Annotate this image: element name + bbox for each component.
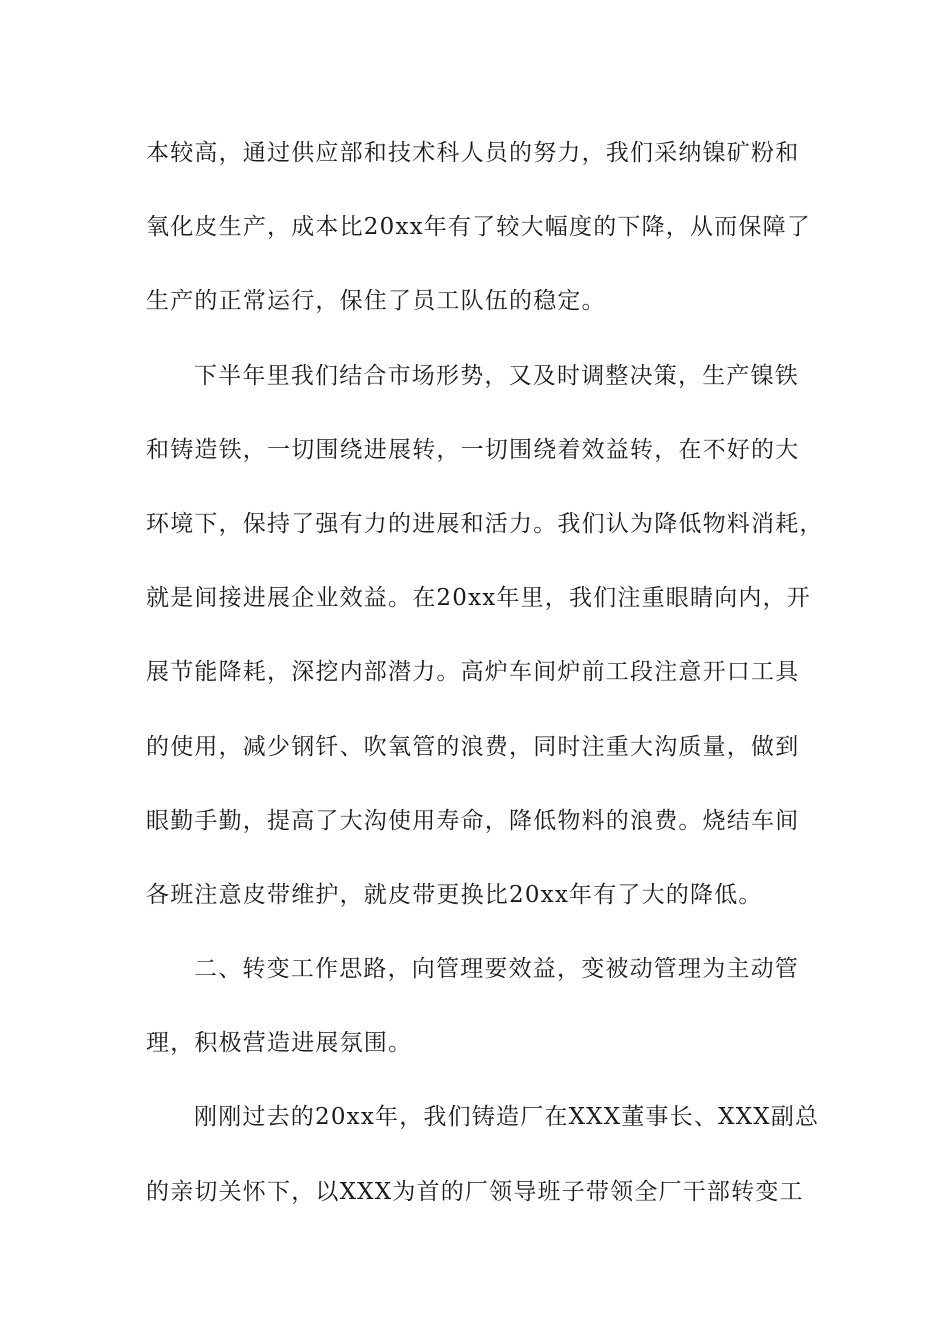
text-line: 环境下，保持了强有力的进展和活力。我们认为降低物料消耗， xyxy=(146,510,824,537)
paragraph-first-line: 刚刚过去的20xx年，我们铸造厂在XXX董事长、XXX副总 xyxy=(194,1104,820,1131)
paragraph-first-line: 下半年里我们结合市场形势，又及时调整决策，生产镍铁 xyxy=(194,362,799,389)
text-line: 本较高，通过供应部和技术科人员的努力，我们采纳镍矿粉和 xyxy=(146,140,800,166)
text-line: 理，积极营造进展氛围。 xyxy=(146,1030,413,1057)
text-line: 的使用，减少钢钎、吹氧管的浪费，同时注重大沟质量，做到 xyxy=(146,733,800,760)
text-line: 各班注意皮带维护，就皮带更换比20xx年有了大的降低。 xyxy=(146,881,763,908)
text-line: 就是间接进展企业效益。在20xx年里，我们注重眼睛向内，开 xyxy=(146,585,812,612)
text-line: 眼勤手勤，提高了大沟使用寿命，降低物料的浪费。烧结车间 xyxy=(146,807,800,834)
text-line: 氧化皮生产，成本比20xx年有了较大幅度的下降，从而保障了 xyxy=(146,214,812,241)
text-line: 生产的正常运行，保住了员工队伍的稳定。 xyxy=(146,288,606,315)
text-line: 展节能降耗，深挖内部潜力。高炉车间炉前工段注意开口工具 xyxy=(146,659,800,686)
text-line: 的亲切关怀下，以XXX为首的厂领导班子带领全厂干部转变工 xyxy=(146,1178,804,1205)
document-body xyxy=(146,133,824,1246)
section-heading: 二、转变工作思路，向管理要效益，变被动管理为主动管 xyxy=(194,956,799,983)
text-line: 和铸造铁，一切围绕进展转，一切围绕着效益转，在不好的大 xyxy=(146,436,800,463)
